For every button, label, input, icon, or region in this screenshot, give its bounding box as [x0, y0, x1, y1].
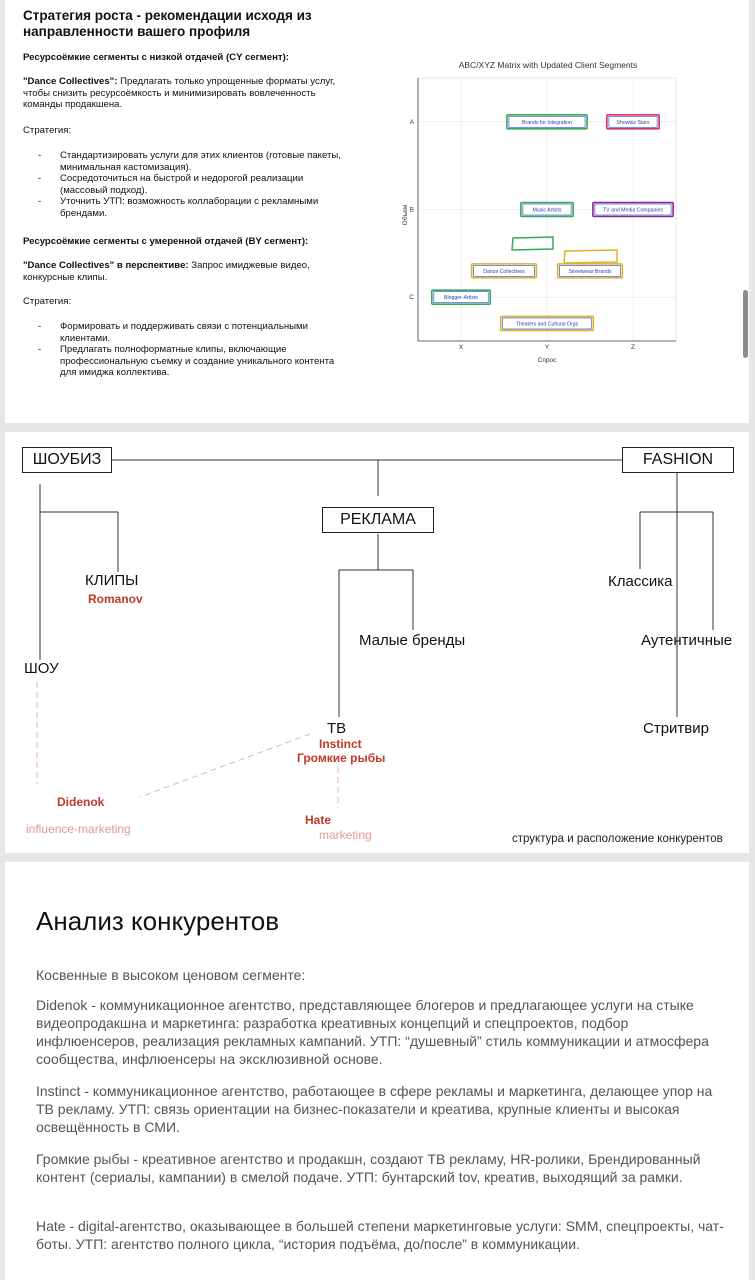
- node-small-brands: Малые бренды: [359, 632, 466, 649]
- competitor-romanov: Romanov: [88, 592, 143, 606]
- paragraph-instinct: Instinct - коммуникационное агентство, работающее в сфере рекламы и маркетинга, делающее упор на ТВ рекламу. УТП: связь ориентации на бизнес-показатели и креатива, крупные клиенты и высокая освещённость в СМИ.: [36, 1083, 713, 1135]
- dc-text: Предлагать только упрощенные форматы услуг, чтобы снизить ресурсоёмкость и минимизировать вовлеченность команды продакшена.: [23, 76, 336, 110]
- strategy-label: Стратегия:: [23, 125, 72, 136]
- note-marketing: marketing: [319, 828, 372, 842]
- data-point: [472, 264, 537, 278]
- category-advertising: РЕКЛАМА: [322, 507, 434, 533]
- bullet-dash: -: [38, 321, 42, 332]
- data-point: [607, 115, 659, 129]
- competitor-gromkie-ryby: Громкие рыбы: [297, 751, 386, 765]
- node-clips: КЛИПЫ: [85, 572, 139, 589]
- dc2-bold: "Dance Collectives" в перспективе:: [23, 260, 189, 271]
- dc2-paragraph: [23, 260, 348, 283]
- list-item: - Формировать и поддерживать связи с потенциальными клиентами.: [38, 321, 308, 344]
- data-point: [507, 115, 587, 129]
- competitor-structure-slide: [5, 432, 749, 853]
- page-title: Анализ конкурентов: [36, 906, 280, 936]
- y-tick-label: C: [409, 294, 414, 302]
- category-showbiz: ШОУБИЗ: [22, 447, 112, 473]
- paragraph-hate: Hate - digital-агентство, оказывающее в большей степени маркетинговые услуги: SMM, спецпроекты, чат-боты. УТП: агентство полного цикла, “история подъёма, до/после” в коммуникации.: [36, 1218, 724, 1252]
- point-label: Theaters and Cultural Orgs: [515, 321, 579, 328]
- chart-title: ABC/XYZ Matrix with Updated Client Segments: [458, 60, 638, 70]
- point-label: Music Artists: [532, 207, 562, 214]
- data-point: [593, 203, 673, 217]
- abc-xyz-matrix-chart: [385, 50, 695, 370]
- point-label: TV and Media Companies: [603, 207, 663, 214]
- y-tick-label: B: [409, 206, 414, 214]
- data-point: [521, 203, 573, 217]
- competitor-hate: Hate: [305, 813, 332, 827]
- point-label: Dance Collectives: [483, 268, 525, 275]
- bullet-list: [38, 150, 353, 219]
- data-point: [558, 264, 623, 278]
- list-item: - Стандартизировать услуги для этих клиентов (готовые пакеты, минимальная кастомизация).: [38, 150, 341, 173]
- competitor-instinct: Instinct: [319, 737, 362, 751]
- dc-bold: "Dance Collectives":: [23, 76, 118, 87]
- y-axis-label: Объем: [402, 204, 409, 226]
- bullet-dash: -: [38, 150, 42, 161]
- slide-title: Стратегия роста - рекомендации исходя из направленности вашего профиля: [23, 8, 312, 39]
- data-point: [432, 290, 491, 304]
- competitor-analysis-slide: [5, 862, 749, 1280]
- list-item: - Уточнить УТП: возможность коллаборации с рекламными брендами.: [38, 196, 319, 219]
- list-item: - Сосредоточиться на быстрой и недорогой реализации (массовый подход).: [38, 173, 304, 196]
- category-fashion: FASHION: [622, 447, 734, 473]
- x-axis-label: Спрос: [537, 357, 557, 364]
- node-classic: Классика: [608, 573, 673, 590]
- list-item: - Предлагать полноформатные клипы, включающие профессиональную съемку и создание уникального контента для имиджа коллектива.: [38, 344, 335, 378]
- bullet-dash: -: [38, 344, 42, 355]
- node-show: ШОУ: [24, 660, 59, 677]
- y-tick-label: A: [409, 118, 414, 126]
- point-label: Blogger-Artists: [443, 295, 479, 302]
- paragraph-didenok: Didenok - коммуникационное агентство, представляющее блогеров и предлагающее услуги на стыке видеопродакшна и маркетинга: разработка креативных концепций и спецпроектов, подбор инфлюенсеров, реализация рекламных кампаний. УТП: “душевный” стиль коммуникации и атмосфера сообщества, инфлюенсеры на эксклюзивной основе.: [36, 997, 709, 1067]
- point-label: Showbiz Stars: [616, 119, 650, 126]
- by-heading: Ресурсоёмкие сегменты с умеренной отдачей (BY сегмент):: [23, 236, 309, 247]
- strategy-label: Стратегия:: [23, 296, 72, 307]
- x-tick-label: Y: [544, 344, 550, 351]
- paragraph-gromkie-ryby: Громкие рыбы - креативное агентство и продакшн, создают ТВ рекламу, HR-ролики, Брендированный контент (сериалы, кампании) в смелой подаче. УТП: бунтарский tov, креатив, выходящий за рамки.: [36, 1151, 701, 1185]
- x-tick-label: Z: [631, 344, 635, 351]
- data-point: [501, 316, 594, 330]
- point-label: Streetwear Brands: [568, 268, 612, 275]
- strategy-slide: [5, 0, 749, 423]
- note-influence-marketing: influence-marketing: [26, 822, 131, 836]
- dc2-text: Запрос имиджевые видео, конкурсные клипы.: [23, 260, 310, 283]
- bullet-list: [38, 321, 353, 379]
- node-streetwear: Стритвир: [643, 720, 709, 737]
- bullet-dash: -: [38, 173, 42, 184]
- node-authentic: Аутентичные: [641, 632, 733, 649]
- bullet-dash: -: [38, 196, 42, 207]
- dc-paragraph: [23, 76, 345, 111]
- node-tv: ТВ: [327, 720, 347, 737]
- point-label: Brands for Integration: [522, 119, 572, 126]
- slide-caption: структура и расположение конкурентов: [512, 833, 723, 845]
- intro-text: Косвенные в высоком ценовом сегменте:: [36, 967, 306, 983]
- cy-heading: Ресурсоёмкие сегменты с низкой отдачей (CY сегмент):: [23, 52, 289, 63]
- scrollbar[interactable]: [743, 290, 748, 358]
- competitor-didenok: Didenok: [57, 795, 105, 809]
- x-tick-label: X: [458, 344, 464, 351]
